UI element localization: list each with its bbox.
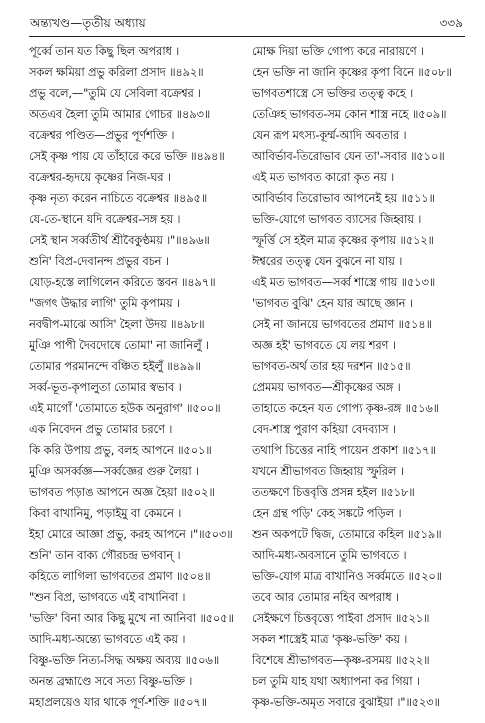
verse-line: চল তুমি যাহ যথা অধ্যাপনা কর গিয়া ।	[252, 674, 420, 688]
verse-line: তাহাতে কহেন যত গোপ্য কৃষ্ণ-রঙ্গ ॥৫১৬॥	[252, 401, 439, 415]
verse-line: এই মত ভাগবত কারো কৃত নয় ।	[252, 170, 395, 184]
verse-line: বক্রেশ্বর-হৃদয়ে কৃষ্ণের নিজ-ঘর ।	[29, 170, 171, 184]
verse-line: বিশেষে শ্রীভাগবত—কৃষ্ণ-রসময় ॥৫২২॥	[252, 653, 430, 667]
verse-line: তেঞিহ ভাগবত-সম কোন শাস্ত্র নহে ॥৫০৯॥	[252, 107, 447, 121]
verse-line: কৃষ্ণ নৃত্য করেন নাচিতে বক্রেশ্বর ॥৪৯৫॥	[29, 191, 208, 205]
verse-line: যে-তে-স্থানে যদি বক্রেশ্বর-সঙ্গ হয় ।	[29, 212, 181, 226]
verse-line: মুঞি পাপী দৈবদোষে তোমা' না জানিলুঁ ।	[29, 338, 209, 352]
verse-line: যেন রূপ মৎস্য-কূর্ম্ম-আদি অবতার ।	[252, 128, 407, 142]
verse-line: সেই স্থান সর্ব্বতীর্থ শ্রীবৈকুণ্ঠময় ।"॥৪৯৬॥	[29, 233, 210, 247]
verse-line: অনন্ত ব্রহ্মাণ্ডে সবে সত্য বিষ্ণু-ভক্তি ।	[29, 674, 193, 688]
verse-line: বিষ্ণু-ভক্তি নিত্য-সিদ্ধ অক্ষয় অব্যয় ॥৫০৬॥	[29, 653, 220, 667]
verse-line: আদি-মধ্য-অবসানে তুমি ভাগবতে ।	[252, 548, 407, 562]
verse-line: তথাপি চিত্তের নাহি পায়েন প্রকাশ ॥৫১৭॥	[252, 443, 436, 457]
verse-line: মহাপ্রলয়েও যার থাকে পূর্ণ-শক্তি ॥৫০৭॥	[29, 695, 207, 709]
verse-line: তোমার পরমানন্দে বঞ্চিত হইলুঁ ॥৪৯৯॥	[29, 359, 201, 373]
verse-line: বেদ-শাস্ত্র পুরাণ কহিয়া বেদব্যাস ।	[252, 422, 396, 436]
verse-line: ভাগবত-অর্থ তার হয় দরশন ॥৫১৫॥	[252, 359, 411, 373]
verse-line: শুন অকপটে দ্বিজ, তোমারে কহিল ॥৫১৯॥	[252, 527, 442, 541]
verse-line: যখনে শ্রীভাগবত জিহ্বায় স্ফুরিল ।	[252, 464, 404, 478]
verse-line: সেই কৃষ্ণ পায় যে তাঁহারে করে ভক্তি ॥৪৯৪॥	[29, 149, 225, 163]
verse-line: স্ফূর্ত্তি সে হইল মাত্র কৃষ্ণের কৃপায় ॥৫১২॥	[252, 233, 434, 247]
verse-line: মুঞি অসর্ব্বজ্ঞ—সর্ব্বজ্ঞের গুরু লৈয়া ।	[29, 464, 199, 478]
verse-line: ঈশ্বরের তত্ত্ব যেন বুঝনে না যায় ।	[252, 254, 403, 268]
verse-line: এক নিবেদন প্রভু তোমার চরণে ।	[29, 422, 173, 436]
verse-line: আদি-মধ্য-অন্ত্যে ভাগবতে এই কয় ।	[29, 632, 186, 646]
running-title: অন্ত্যখণ্ড—তৃতীয় অধ্যায়	[30, 16, 146, 30]
verse-line: তবে আর তোমার নহিব অপরাধ ।	[252, 590, 399, 604]
left-column	[29, 39, 248, 711]
verse-line: এই মত ভাগবত—সর্ব্ব শাস্ত্রে গায় ॥৫১৩॥	[252, 275, 436, 289]
verse-line: পূর্ব্বে তান যত কিছু ছিল অপরাধ ।	[29, 44, 180, 58]
page-number: ৩৩৯	[439, 16, 463, 30]
verse-line: "জগৎ উদ্ধার লাগি' তুমি কৃপাময় ।	[29, 296, 180, 310]
verse-line: সকল ক্ষমিয়া প্রভু করিলা প্রসাদ ॥৪৯২॥	[29, 65, 204, 79]
verse-line: 'ভাগবত বুঝি' হেন যার আছে জ্ঞান ।	[252, 296, 413, 310]
verse-line: 'ভক্তি' বিনা আর কিছু মুখে না আনিবা ॥৫০৫॥	[29, 611, 234, 625]
verse-line: বক্রেশ্বর পণ্ডিত—প্রভুর পূর্ণশক্তি ।	[29, 128, 175, 142]
verse-line: হেন গ্রন্থ পড়ি' কেহ সঙ্কটে পড়িল ।	[252, 506, 402, 520]
verse-line: কিবা বাখানিমু, পড়াইমু বা কেমনে ।	[29, 506, 182, 520]
verse-line: সেই না জানয়ে ভাগবতের প্রমাণ ॥৫১৪॥	[252, 317, 432, 331]
verse-line: "শুন বিপ্র, ভাগবতে এই বাখানিবা ।	[29, 590, 186, 604]
verse-line: প্রেমময় ভাগবত—শ্রীকৃষ্ণের অঙ্গ ।	[252, 380, 401, 394]
page-header	[30, 12, 463, 34]
verse-line: যোড়-হস্তে লাগিলেন করিতে স্তবন ॥৪৯৭॥	[29, 275, 216, 289]
verse-line: ভক্তি-যোগ মাত্র বাখানিও সর্ব্বমতে ॥৫২০॥	[252, 569, 442, 583]
verse-line: ভাগবতশাস্ত্রে সে ভক্তির তত্ত্ব কহে ।	[252, 86, 414, 100]
verse-line: সর্ব্ব-ভূত-কৃপালুতা তোমার স্বভাব ।	[29, 380, 182, 394]
verse-line: শুনি' বিপ্র-দেবানন্দ প্রভুর বচন ।	[29, 254, 169, 268]
verse-line: সকল শাস্ত্রেই মাত্র 'কৃষ্ণ-ভক্তি' কয় ।	[252, 632, 408, 646]
verse-line: ততক্ষণে চিত্তবৃত্তি প্রসন্ন হইল ॥৫১৮॥	[252, 485, 415, 499]
verse-line: প্রভু বলে,—"তুমি যে সেবিলা বক্রেশ্বর ।	[29, 86, 201, 100]
verse-line: ভাগবত পড়াঙ আপনে অজ্ঞ হৈয়া ॥৫০২॥	[29, 485, 215, 499]
verse-line: ভক্তি-যোগে ভাগবত ব্যাসের জিহ্বায় ।	[252, 212, 422, 226]
header-rule	[29, 36, 465, 37]
verse-line: নবদ্বীপ-মাঝে আসি' হৈলা উদয় ॥৪৯৮॥	[29, 317, 205, 331]
verse-line: শুনি' তান বাক্য গৌরচন্দ্র ভগবান্ ।	[29, 548, 181, 562]
verse-line: কি করি উপায় প্রভু, বলহ আপনে ॥৫০১॥	[29, 443, 212, 457]
verse-line: এই মাগোঁ 'তোমাতে হউক অনুরাগ' ॥৫০০॥	[29, 401, 221, 415]
verse-line: আবির্ভাব তিরোভাব আপনেই হয় ॥৫১১॥	[252, 191, 435, 205]
verse-line: আবির্ভাব-তিরোভাব যেন তা'-সবার ॥৫১০॥	[252, 149, 445, 163]
verse-line: সেইক্ষণে চিত্তবৃত্ত্যে পাইবা প্রসাদ ॥৫২১॥	[252, 611, 430, 625]
verse-line: কহিতে লাগিলা ভাগবতের প্রমাণ ॥৫০৪॥	[29, 569, 211, 583]
verse-line: মোক্ষ দিয়া ভক্তি গোপ্য করে নারায়ণে ।	[252, 44, 424, 58]
verse-line: কৃষ্ণ-ভক্তি-অমৃত সবারে বুঝাইয়া ।"॥৫২৩॥	[252, 695, 440, 709]
verse-line: ইহা মোরে আজ্ঞা প্রভু, করহ আপনে ।"॥৫০৩॥	[29, 527, 233, 541]
verse-line: অজ্ঞ হই' ভাগবতে যে লয় শরণ ।	[252, 338, 396, 352]
right-column	[252, 39, 467, 711]
verse-line: অতএব হৈলা তুমি আমার গোচর ॥৪৯৩॥	[29, 107, 211, 121]
verse-line: হেন ভক্তি না জানি কৃষ্ণের কৃপা বিনে ॥৫০৮॥	[252, 65, 452, 79]
